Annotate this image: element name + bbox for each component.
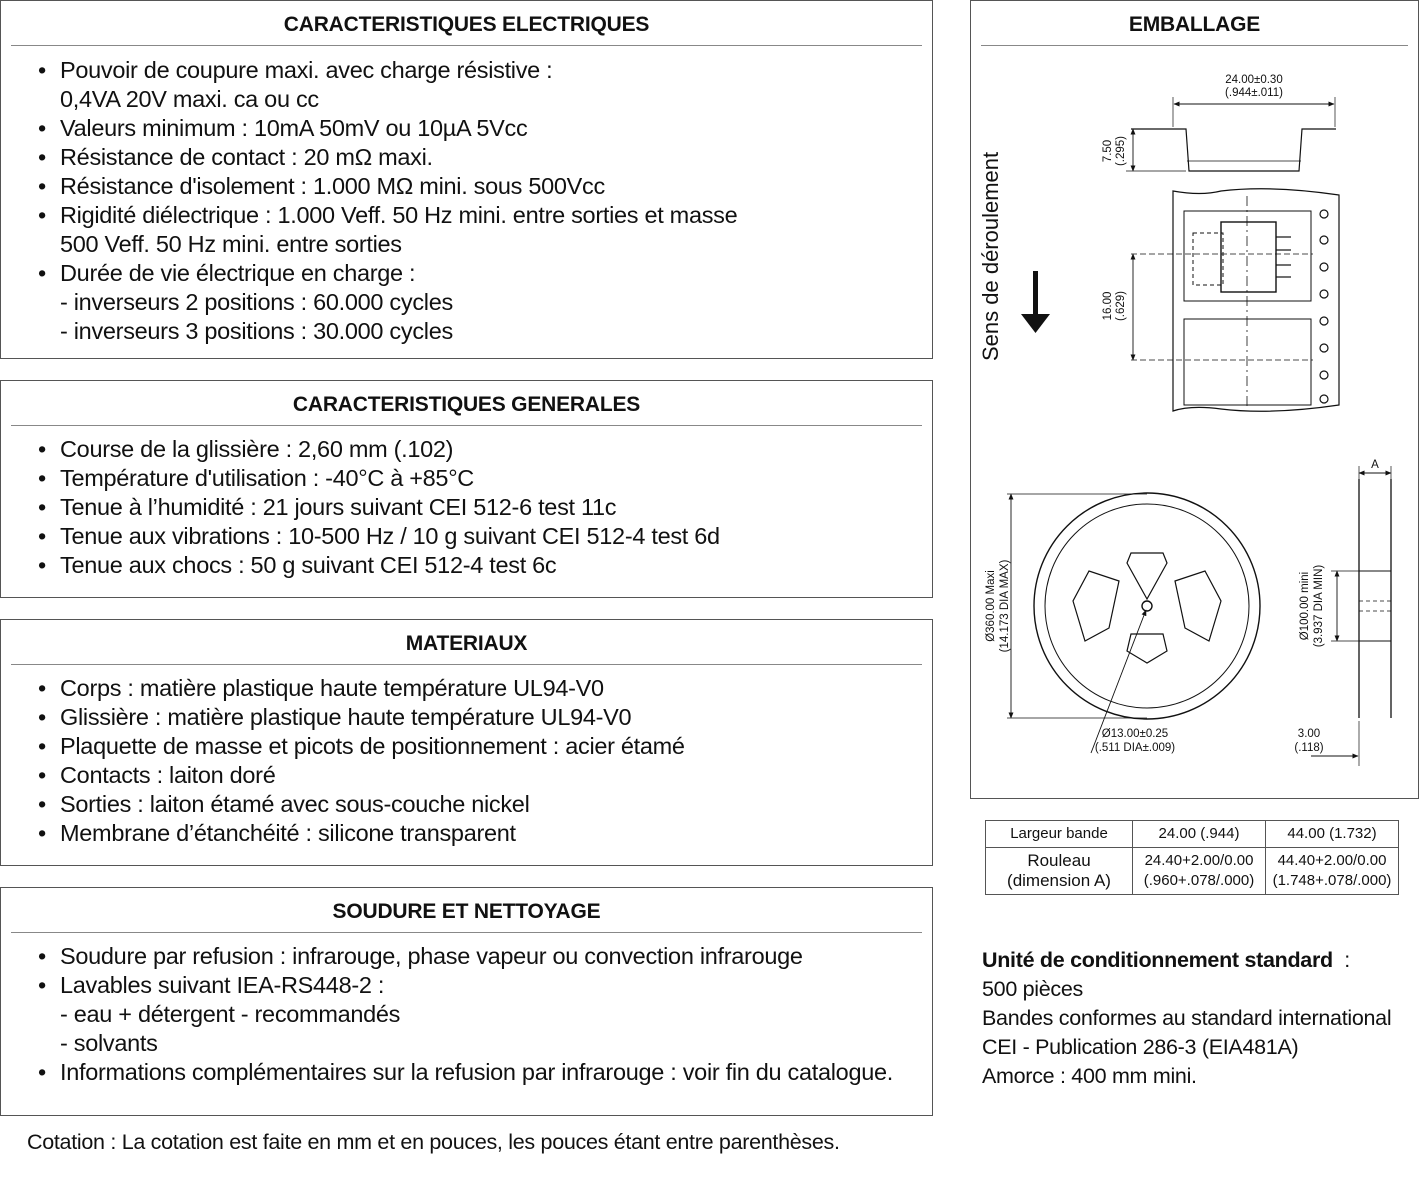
list-item: • Sorties : laiton étamé avec sous-couche nickel (38, 790, 924, 819)
list-item: - eau + détergent - recommandés (60, 1001, 401, 1027)
section-generales (0, 380, 933, 598)
cell-line: Rouleau (1027, 851, 1091, 870)
section-title: EMBALLAGE (1128, 13, 1261, 36)
reel-outline (1034, 493, 1260, 719)
dim-pitch-mm: 16.00 (1102, 291, 1114, 321)
list-item: • Pouvoir de coupure maxi. avec charge résistive : (38, 56, 924, 85)
unite-colon: : (1344, 948, 1350, 972)
dim-flange-in: (.118) (1294, 742, 1324, 754)
unite-line: Bandes conformes au standard international (982, 1006, 1392, 1030)
list-item: • Corps : matière plastique haute température UL94-V0 (38, 674, 924, 703)
list-item: • Plaquette de masse et picots de positionnement : acier étamé (38, 732, 924, 761)
section-title: SOUDURE ET NETTOYAGE (332, 900, 601, 923)
dim-width-mm: 24.00±0.30 (1225, 74, 1283, 86)
unite-block (982, 946, 1391, 1091)
table-cell: 24.00 (.944) (1133, 821, 1266, 848)
list-item: • Lavables suivant IEA-RS448-2 : (38, 971, 924, 1000)
sens-label: Sens de déroulement (978, 151, 1003, 361)
spec-list (38, 435, 924, 580)
cell-line: 24.40+2.00/0.00 (1144, 852, 1254, 869)
dim-hole-in: (.511 DIA±.009) (1094, 742, 1176, 754)
list-item: • Valeurs minimum : 10mA 50mV ou 10µA 5Vcc (38, 114, 924, 143)
section-title: CARACTERISTIQUES GENERALES (292, 393, 641, 416)
sprocket-holes (1320, 210, 1328, 403)
list-item: - solvants (60, 1030, 158, 1056)
dim-hub-in: (3.937 DIA MIN) (1313, 564, 1325, 648)
divider (11, 425, 922, 426)
list-item: 0,4VA 20V maxi. ca ou cc (60, 86, 319, 112)
list-item: • Résistance de contact : 20 mΩ maxi. (38, 143, 924, 172)
divider (11, 664, 922, 665)
table-cell: Largeur bande (986, 821, 1133, 848)
table-cell (1266, 848, 1399, 895)
dim-depth-in: (.295) (1115, 135, 1127, 167)
section-title: MATERIAUX (405, 632, 528, 655)
dim-hub-mm: Ø100.00 mini (1299, 571, 1311, 641)
divider (11, 932, 922, 933)
section-emballage (970, 0, 1419, 799)
table-cell: 44.00 (1.732) (1266, 821, 1399, 848)
dim-reel-in: (14.173 DIA MAX) (999, 559, 1011, 653)
unite-line: CEI - Publication 286-3 (EIA481A) (982, 1035, 1299, 1059)
dim-flange-mm: 3.00 (1297, 728, 1321, 740)
dim-hole-mm: Ø13.00±0.25 (1101, 728, 1169, 740)
list-item: • Glissière : matière plastique haute température UL94-V0 (38, 703, 924, 732)
list-item: • Course de la glissière : 2,60 mm (.102) (38, 435, 924, 464)
table-cell (986, 848, 1133, 895)
spec-list (38, 674, 924, 848)
divider (11, 45, 922, 46)
section-electriques (0, 0, 933, 359)
list-item: • Soudure par refusion : infrarouge, phase vapeur ou convection infrarouge (38, 942, 924, 971)
dim-depth-mm: 7.50 (1102, 139, 1114, 163)
table-row (986, 821, 1399, 848)
spec-list (38, 56, 924, 346)
cotation-note: Cotation : La cotation est faite en mm et en pouces, les pouces étant entre parenthèses. (27, 1130, 840, 1154)
cell-line: (dimension A) (1007, 871, 1111, 890)
packaging-drawing (971, 1, 1420, 800)
table-cell (1133, 848, 1266, 895)
section-materiaux (0, 619, 933, 866)
table-row (986, 848, 1399, 895)
cell-line: (1.748+.078/.000) (1272, 872, 1392, 889)
list-item: • Rigidité diélectrique : 1.000 Veff. 50 Hz mini. entre sorties et masse (38, 201, 924, 230)
list-item: • Tenue à l’humidité : 21 jours suivant CEI 512-6 test 11c (38, 493, 924, 522)
list-item: • Tenue aux chocs : 50 g suivant CEI 512-4 test 6c (38, 551, 924, 580)
dim-reel-mm: Ø360.00 Maxi (985, 570, 997, 642)
dim-width-in: (.944±.011) (1225, 87, 1283, 99)
dim-a-label: A (1371, 459, 1379, 471)
cell-line: 44.40+2.00/0.00 (1277, 852, 1387, 869)
dim-pitch-in: (.629) (1115, 290, 1127, 322)
list-item: • Informations complémentaires sur la refusion par infrarouge : voir fin du catalogue. (38, 1058, 924, 1087)
unite-line: 500 pièces (982, 977, 1083, 1001)
list-item: • Contacts : laiton doré (38, 761, 924, 790)
list-item: • Durée de vie électrique en charge : (38, 259, 924, 288)
list-item: - inverseurs 3 positions : 30.000 cycles (60, 318, 453, 344)
unite-title: Unité de conditionnement standard (982, 948, 1333, 972)
unite-line: Amorce : 400 mm mini. (982, 1064, 1197, 1088)
list-item: - inverseurs 2 positions : 60.000 cycles (60, 289, 453, 315)
list-item: • Membrane d’étanchéité : silicone transparent (38, 819, 924, 848)
list-item: • Résistance d'isolement : 1.000 MΩ mini. sous 500Vcc (38, 172, 924, 201)
list-item: 500 Veff. 50 Hz mini. entre sorties (60, 231, 402, 257)
spec-list (38, 942, 924, 1087)
section-title: CARACTERISTIQUES ELECTRIQUES (283, 13, 650, 36)
section-soudure (0, 887, 933, 1116)
unroll-arrow-icon (1021, 271, 1050, 333)
list-item: • Tenue aux vibrations : 10-500 Hz / 10 g suivant CEI 512-4 test 6d (38, 522, 924, 551)
list-item: • Température d'utilisation : -40°C à +85°C (38, 464, 924, 493)
tape-section-outline (1131, 129, 1336, 171)
cell-line: (.960+.078/.000) (1143, 872, 1255, 889)
bande-table (985, 820, 1399, 895)
